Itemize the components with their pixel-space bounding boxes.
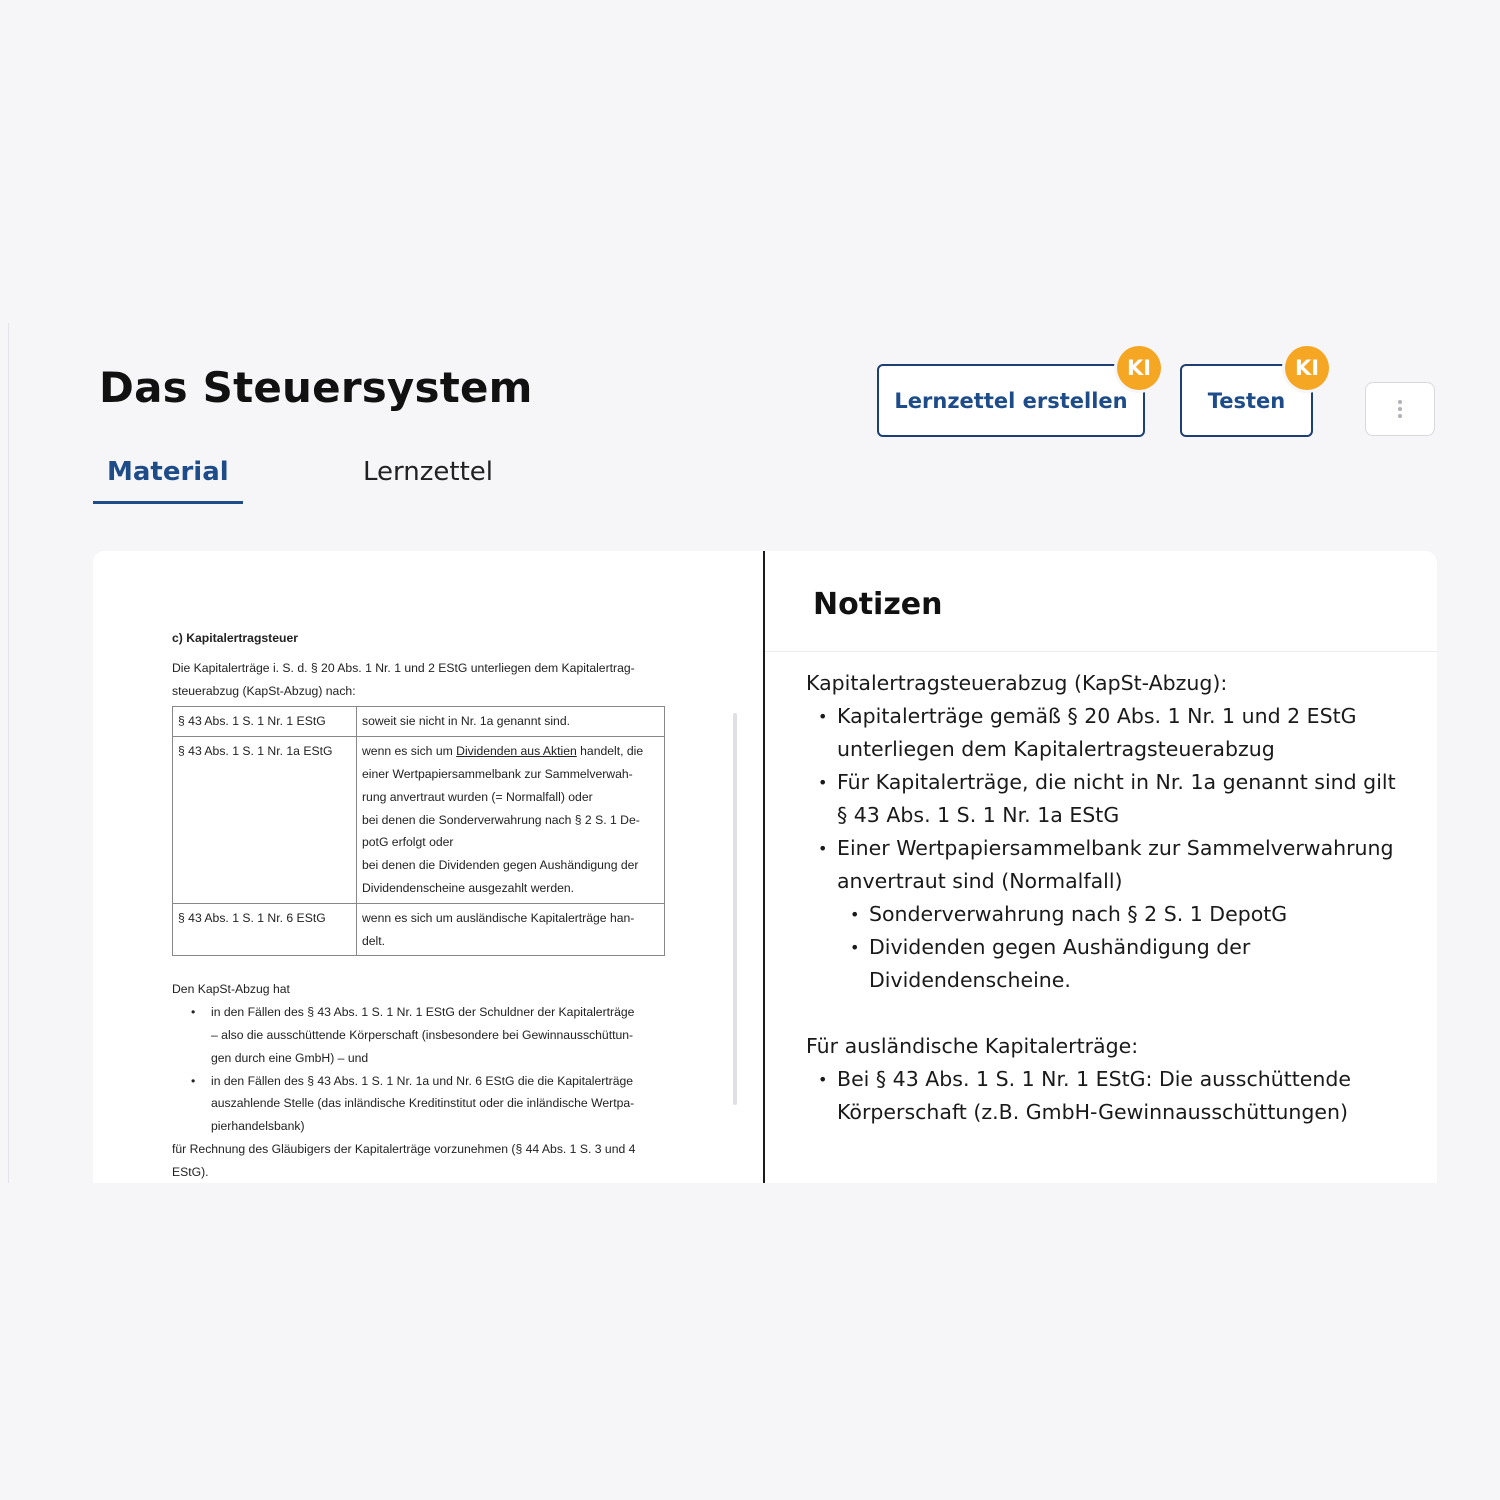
document-heading: c) Kapitalertragsteuer [172,631,298,645]
list-item-line: – also die ausschüttende Körperschaft (insbesondere bei Gewinnausschüttun- [211,1027,634,1042]
empty-line [806,997,1406,1030]
test-button-label: Testen [1207,388,1286,413]
table-cell [357,707,665,737]
kebab-menu-icon [1398,400,1402,418]
table-cell-line: bei denen die Sonderverwahrung nach § 2 S. 1 De- [362,812,640,827]
cell-text: wenn es sich um [362,744,457,759]
tab-material[interactable]: Material [93,453,243,504]
table-cell-line: bei denen die Dividenden gegen Aushändigung der [362,858,639,873]
notes-paragraph: Für ausländische Kapitalerträge: [806,1034,1139,1058]
notes-sub-list [837,898,1406,997]
create-summary-button-label: Lernzettel erstellen [894,388,1128,413]
cell-underlined-text: Dividenden aus Aktien [456,744,577,759]
page-title: Das Steuersystem [99,363,533,412]
document-paragraph: Den KapSt-Abzug hat [172,982,290,997]
document-scrollbar[interactable] [733,713,737,1105]
table-row [173,737,665,904]
list-item-line: gen durch eine GmbH) – und [211,1050,369,1065]
document-viewer[interactable] [93,551,763,1183]
table-cell: § 43 Abs. 1 S. 1 Nr. 1a EStG [173,737,357,904]
table-cell: § 43 Abs. 1 S. 1 Nr. 1 EStG [173,707,357,737]
more-options-button[interactable] [1365,382,1435,436]
list-item: • Für Kapitalerträge, die nicht in Nr. 1a genannt sind gilt § 43 Abs. 1 S. 1 Nr. 1a EStG [837,766,1406,832]
list-item-text: Einer Wertpapiersammelbank zur Sammelverwahrung anvertraut sind (Normalfall) [837,836,1394,893]
table-cell-line: rung anvertraut wurden (= Normalfall) oder [362,789,593,804]
ai-badge: KI [1117,346,1161,390]
document-page [172,627,666,1183]
notes-editor[interactable] [806,667,1406,1129]
list-item: • Sonderverwahrung nach § 2 S. 1 DepotG [869,898,1406,931]
list-item [837,832,1406,997]
list-item-line: • in den Fällen des § 43 Abs. 1 S. 1 Nr. 1 EStG der Schuldner der Kapitalerträge [211,1005,635,1020]
table-cell: § 43 Abs. 1 S. 1 Nr. 6 EStG [173,903,357,956]
table-cell-line: potG erfolgt oder [362,835,454,850]
list-item-line: pierhandelsbank) [211,1119,305,1134]
table-cell-line: Dividendenscheine ausgezahlt werden. [362,880,575,895]
list-item-line: auszahlende Stelle (das inländische Kreditinstitut oder die inländische Wertpa- [211,1096,635,1111]
table-cell-line: soweit sie nicht in Nr. 1a genannt sind. [362,714,570,729]
list-item: • Bei § 43 Abs. 1 S. 1 Nr. 1 EStG: Die ausschüttende Körperschaft (z.B. GmbH-Gewinnausschüttungen) [837,1063,1406,1129]
notes-paragraph: Kapitalertragsteuerabzug (KapSt-Abzug): [806,671,1228,695]
document-table [172,706,665,956]
notes-title: Notizen [813,587,943,622]
list-item: • Dividenden gegen Aushändigung der Dividendenscheine. [869,931,1406,997]
table-cell-line: wenn es sich um ausländische Kapitalerträge han- [362,910,635,925]
notes-bullet-list [806,1063,1406,1129]
tab-bar [93,453,493,505]
ai-badge: KI [1285,346,1329,390]
list-item-line: • in den Fällen des § 43 Abs. 1 S. 1 Nr. 1a und Nr. 6 EStG die die Kapitalerträge [211,1073,634,1088]
document-paragraph: für Rechnung des Gläubigers der Kapitalerträge vorzunehmen (§ 44 Abs. 1 S. 3 und 4 [172,1141,636,1156]
list-item: • Kapitalerträge gemäß § 20 Abs. 1 Nr. 1 und 2 EStG unterliegen dem Kapitalertragsteuerabzug [837,700,1406,766]
document-intro-line: steuerabzug (KapSt-Abzug) nach: [172,683,356,698]
document-intro-line: Die Kapitalerträge i. S. d. § 20 Abs. 1 Nr. 1 und 2 EStG unterliegen dem Kapitalertrag- [172,660,635,675]
document-paragraph: EStG). [172,1164,209,1179]
notes-panel [765,551,1437,1183]
table-row [173,707,665,737]
table-cell-line: delt. [362,933,386,948]
table-cell-line: einer Wertpapiersammelbank zur Sammelverwah- [362,766,633,781]
create-summary-button[interactable] [877,356,1152,437]
content-panel [93,551,1437,1183]
app-window [8,323,1500,1183]
table-cell [357,903,665,956]
test-button[interactable] [1180,356,1320,437]
document-intro [172,657,666,703]
list-item [211,1001,666,1069]
list-item [211,1070,666,1138]
table-cell-line [362,740,659,763]
notes-bullet-list [806,700,1406,997]
table-cell [357,737,665,904]
notes-divider [765,651,1437,652]
tab-lernzettel[interactable]: Lernzettel [363,457,493,487]
table-row [173,903,665,956]
document-bullet-list [172,1001,666,1138]
cell-text: handelt, die [576,744,644,759]
